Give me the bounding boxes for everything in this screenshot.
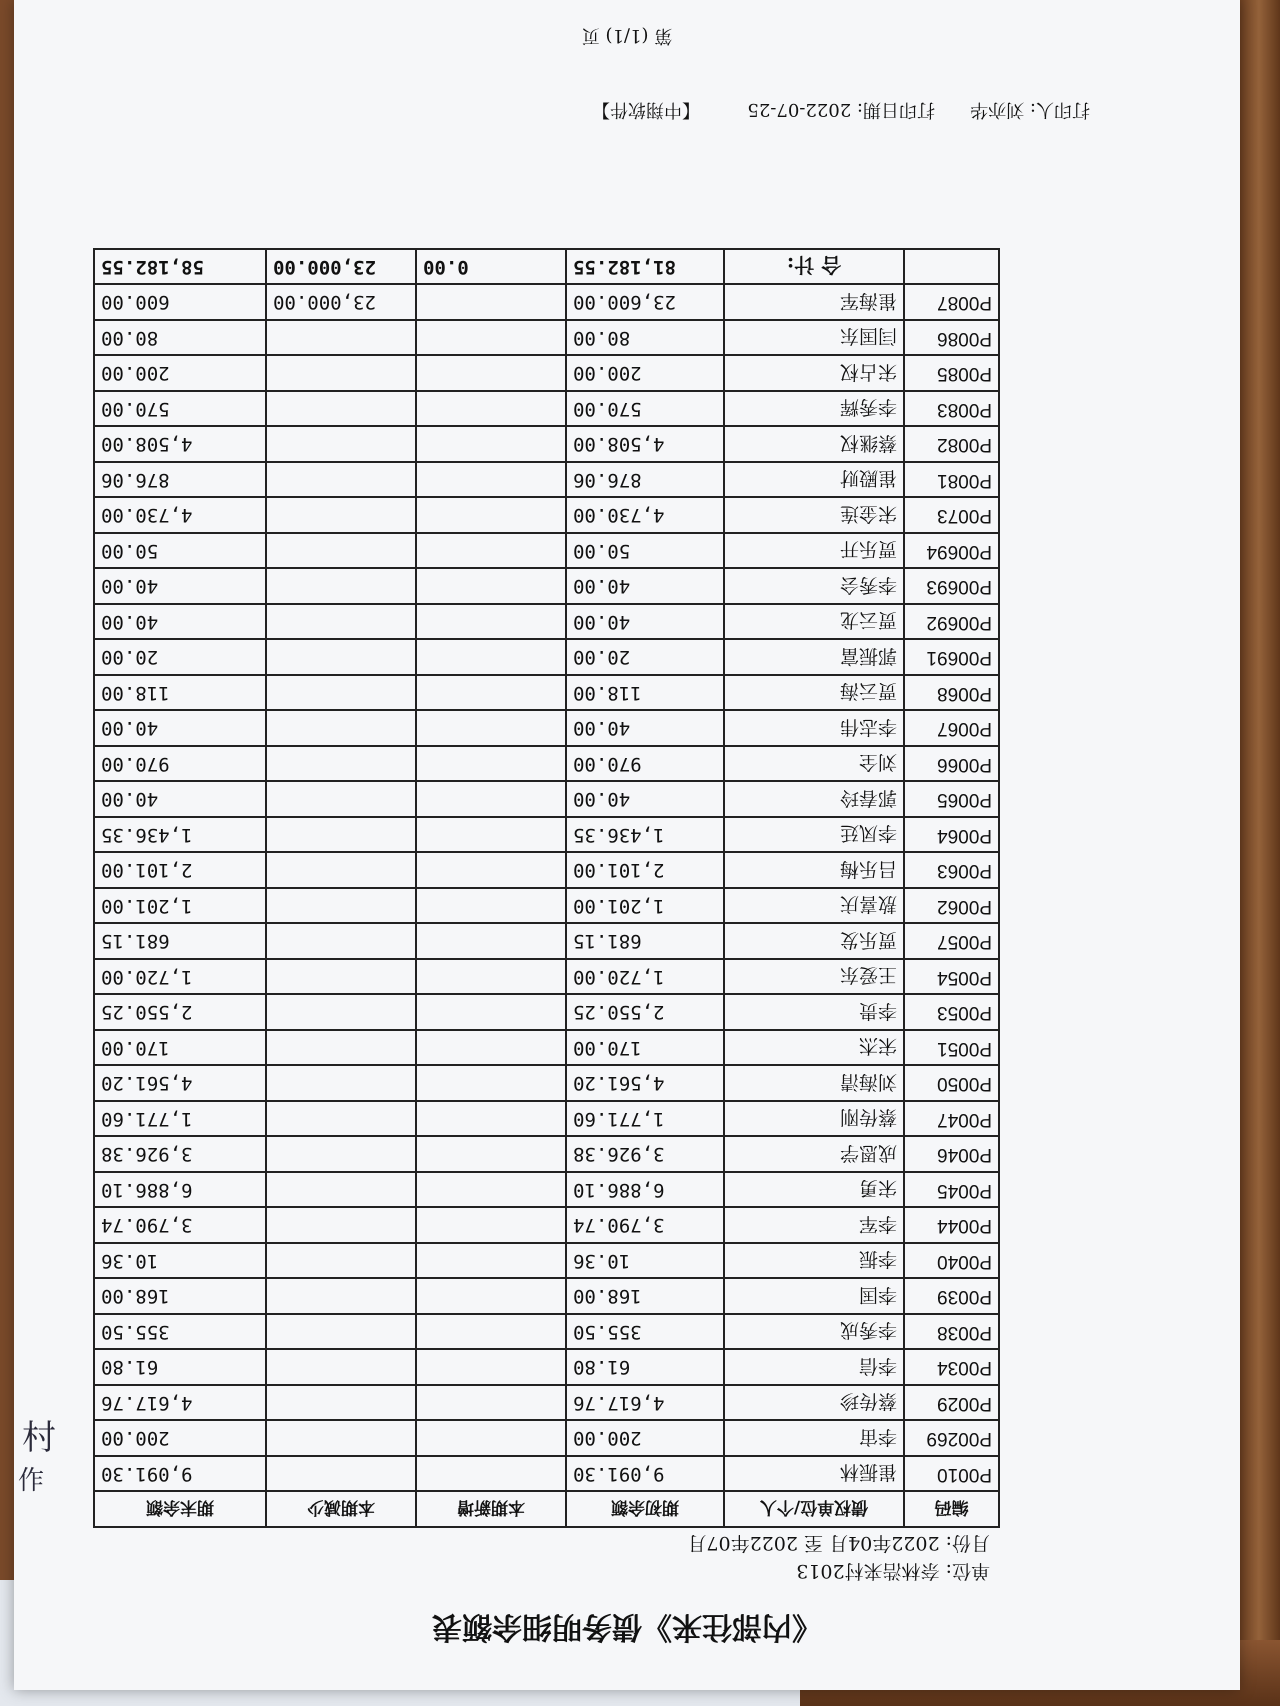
row-creditor: 刘全 xyxy=(724,746,904,782)
row-decrease xyxy=(266,853,416,889)
row-code: P0010 xyxy=(904,1456,999,1492)
row-decrease xyxy=(266,1314,416,1350)
header-opening-balance: 期初余额 xyxy=(566,1492,724,1528)
table-row xyxy=(94,888,999,924)
row-increase xyxy=(416,853,566,889)
row-decrease xyxy=(266,888,416,924)
row-closing: 200.00 xyxy=(94,1421,266,1457)
row-opening: 3,926.38 xyxy=(566,1137,724,1173)
table-row xyxy=(94,569,999,605)
row-decrease xyxy=(266,782,416,818)
row-closing: 2,550.25 xyxy=(94,995,266,1031)
table-row xyxy=(94,391,999,427)
row-closing: 1,201.00 xyxy=(94,888,266,924)
row-decrease xyxy=(266,1137,416,1173)
row-code: P00694 xyxy=(904,533,999,569)
row-code: P0064 xyxy=(904,817,999,853)
row-decrease xyxy=(266,1243,416,1279)
row-opening: 40.00 xyxy=(566,711,724,747)
row-opening: 1,436.35 xyxy=(566,817,724,853)
table-row xyxy=(94,711,999,747)
row-opening: 168.00 xyxy=(566,1279,724,1315)
row-decrease xyxy=(266,1350,416,1386)
row-opening: 2,550.25 xyxy=(566,995,724,1031)
table-row xyxy=(94,462,999,498)
row-code: P0067 xyxy=(904,711,999,747)
row-increase xyxy=(416,1314,566,1350)
row-opening: 681.15 xyxy=(566,924,724,960)
row-closing: 876.06 xyxy=(94,462,266,498)
row-increase xyxy=(416,1385,566,1421)
row-decrease xyxy=(266,1208,416,1244)
row-increase xyxy=(416,1172,566,1208)
row-creditor: 吕乐梅 xyxy=(724,853,904,889)
table-row xyxy=(94,746,999,782)
row-increase xyxy=(416,320,566,356)
row-creditor: 宋杰 xyxy=(724,1030,904,1066)
row-closing: 4,508.00 xyxy=(94,427,266,463)
header-code: 编码 xyxy=(904,1492,999,1528)
period-value: 2022年04月 至 2022年07月 xyxy=(687,1532,940,1554)
row-decrease xyxy=(266,1030,416,1066)
row-closing: 40.00 xyxy=(94,569,266,605)
row-closing: 20.00 xyxy=(94,640,266,676)
total-closing: 58,182.55 xyxy=(94,249,266,285)
row-code: P0066 xyxy=(904,746,999,782)
row-decrease xyxy=(266,462,416,498)
table-row xyxy=(94,1208,999,1244)
row-closing: 40.00 xyxy=(94,604,266,640)
row-creditor: 贾乐开 xyxy=(724,533,904,569)
row-code: P0039 xyxy=(904,1279,999,1315)
table-row xyxy=(94,995,999,1031)
row-code: P0081 xyxy=(904,462,999,498)
row-decrease xyxy=(266,1385,416,1421)
row-creditor: 贾云龙 xyxy=(724,604,904,640)
row-creditor: 李国 xyxy=(724,1279,904,1315)
row-creditor: 李宙 xyxy=(724,1421,904,1457)
row-code: P0057 xyxy=(904,924,999,960)
row-creditor: 宋金连 xyxy=(724,498,904,534)
total-opening: 81,182.55 xyxy=(566,249,724,285)
printer-name: 打印人: 刘亦华 xyxy=(970,99,1090,120)
table-row xyxy=(94,1243,999,1279)
row-increase xyxy=(416,995,566,1031)
row-opening: 1,720.00 xyxy=(566,959,724,995)
row-decrease xyxy=(266,1279,416,1315)
row-code: P0047 xyxy=(904,1101,999,1137)
row-creditor: 成恩学 xyxy=(724,1137,904,1173)
total-increase: 0.00 xyxy=(416,249,566,285)
debt-balance-table xyxy=(93,248,1000,1528)
row-increase xyxy=(416,533,566,569)
row-closing: 1,720.00 xyxy=(94,959,266,995)
row-closing: 600.00 xyxy=(94,285,266,321)
row-code: P0073 xyxy=(904,498,999,534)
row-opening: 4,617.76 xyxy=(566,1385,724,1421)
row-closing: 4,730.00 xyxy=(94,498,266,534)
row-opening: 20.00 xyxy=(566,640,724,676)
row-code: P0068 xyxy=(904,675,999,711)
row-increase xyxy=(416,1066,566,1102)
row-decrease xyxy=(266,817,416,853)
row-creditor: 蔡继权 xyxy=(724,427,904,463)
row-opening: 3,790.74 xyxy=(566,1208,724,1244)
row-opening: 9,091.30 xyxy=(566,1456,724,1492)
row-creditor: 宋占权 xyxy=(724,356,904,392)
row-creditor: 王爱东 xyxy=(724,959,904,995)
row-increase xyxy=(416,1421,566,1457)
row-closing: 10.36 xyxy=(94,1243,266,1279)
table-row xyxy=(94,1421,999,1457)
row-increase xyxy=(416,675,566,711)
row-closing: 61.80 xyxy=(94,1350,266,1386)
row-creditor: 李信 xyxy=(724,1350,904,1386)
row-increase xyxy=(416,604,566,640)
row-creditor: 李秀会 xyxy=(724,569,904,605)
row-increase xyxy=(416,924,566,960)
row-opening: 4,561.20 xyxy=(566,1066,724,1102)
row-opening: 876.06 xyxy=(566,462,724,498)
row-increase xyxy=(416,640,566,676)
unit-label: 单位: xyxy=(945,1560,990,1582)
row-increase xyxy=(416,817,566,853)
row-code: P0065 xyxy=(904,782,999,818)
total-row xyxy=(94,249,999,285)
row-closing: 355.50 xyxy=(94,1314,266,1350)
row-decrease xyxy=(266,1066,416,1102)
row-opening: 170.00 xyxy=(566,1030,724,1066)
row-code: P0062 xyxy=(904,888,999,924)
table-row xyxy=(94,1456,999,1492)
row-closing: 200.00 xyxy=(94,356,266,392)
row-increase xyxy=(416,888,566,924)
row-closing: 4,617.76 xyxy=(94,1385,266,1421)
row-code: P0046 xyxy=(904,1137,999,1173)
row-opening: 40.00 xyxy=(566,604,724,640)
table-row xyxy=(94,959,999,995)
row-creditor: 李志伟 xyxy=(724,711,904,747)
row-closing: 970.00 xyxy=(94,746,266,782)
table-row xyxy=(94,640,999,676)
row-decrease xyxy=(266,995,416,1031)
page-number: 第 (1/1) 页 xyxy=(581,25,673,46)
table-row xyxy=(94,1030,999,1066)
row-opening: 970.00 xyxy=(566,746,724,782)
row-code: P0085 xyxy=(904,356,999,392)
row-opening: 1,771.60 xyxy=(566,1101,724,1137)
row-decrease xyxy=(266,711,416,747)
table-row xyxy=(94,853,999,889)
row-code: P0044 xyxy=(904,1208,999,1244)
row-closing: 3,790.74 xyxy=(94,1208,266,1244)
row-decrease xyxy=(266,1172,416,1208)
row-closing: 80.00 xyxy=(94,320,266,356)
row-creditor: 李振 xyxy=(724,1243,904,1279)
row-decrease xyxy=(266,746,416,782)
handwritten-mark: 村 xyxy=(22,1418,56,1458)
row-creditor: 崔海军 xyxy=(724,285,904,321)
row-decrease xyxy=(266,1421,416,1457)
row-code: P00269 xyxy=(904,1421,999,1457)
table-row xyxy=(94,782,999,818)
table-row xyxy=(94,533,999,569)
row-creditor: 刘海清 xyxy=(724,1066,904,1102)
row-increase xyxy=(416,1030,566,1066)
row-code: P0045 xyxy=(904,1172,999,1208)
row-code: P00693 xyxy=(904,569,999,605)
row-code: P00692 xyxy=(904,604,999,640)
row-increase xyxy=(416,498,566,534)
unit-value: 奈林浩来村2013 xyxy=(796,1560,940,1582)
row-closing: 168.00 xyxy=(94,1279,266,1315)
row-decrease xyxy=(266,356,416,392)
row-opening: 23,600.00 xyxy=(566,285,724,321)
row-decrease xyxy=(266,924,416,960)
period-label: 月份: xyxy=(945,1532,990,1554)
row-increase xyxy=(416,1137,566,1173)
row-creditor: 郭振富 xyxy=(724,640,904,676)
row-opening: 4,730.00 xyxy=(566,498,724,534)
row-code: P0051 xyxy=(904,1030,999,1066)
row-decrease xyxy=(266,498,416,534)
row-code: P0038 xyxy=(904,1314,999,1350)
row-increase xyxy=(416,959,566,995)
row-opening: 61.80 xyxy=(566,1350,724,1386)
row-increase xyxy=(416,569,566,605)
total-decrease: 23,000.00 xyxy=(266,249,416,285)
table-row xyxy=(94,1101,999,1137)
row-opening: 118.00 xyxy=(566,675,724,711)
row-decrease: 23,000.00 xyxy=(266,285,416,321)
rotated-content xyxy=(14,0,1240,1690)
table-row xyxy=(94,356,999,392)
row-code: P0050 xyxy=(904,1066,999,1102)
row-creditor: 崔殿财 xyxy=(724,462,904,498)
row-increase xyxy=(416,1279,566,1315)
row-increase xyxy=(416,746,566,782)
header-creditor: 债权单位/个人 xyxy=(724,1492,904,1528)
row-opening: 6,886.10 xyxy=(566,1172,724,1208)
row-creditor: 蔡传刚 xyxy=(724,1101,904,1137)
row-increase xyxy=(416,391,566,427)
row-creditor: 崔振林 xyxy=(724,1456,904,1492)
header-increase: 本期新增 xyxy=(416,1492,566,1528)
row-creditor: 贾云海 xyxy=(724,675,904,711)
row-increase xyxy=(416,427,566,463)
row-opening: 570.00 xyxy=(566,391,724,427)
row-opening: 40.00 xyxy=(566,782,724,818)
row-increase xyxy=(416,711,566,747)
header-closing-balance: 期末余额 xyxy=(94,1492,266,1528)
row-decrease xyxy=(266,604,416,640)
table-row xyxy=(94,1172,999,1208)
row-decrease xyxy=(266,1456,416,1492)
print-date: 打印日期: 2022-07-25 xyxy=(747,99,935,120)
row-closing: 681.15 xyxy=(94,924,266,960)
row-code: P0054 xyxy=(904,959,999,995)
row-opening: 200.00 xyxy=(566,1421,724,1457)
row-decrease xyxy=(266,640,416,676)
table-row xyxy=(94,817,999,853)
row-code: P0086 xyxy=(904,320,999,356)
row-code: P0087 xyxy=(904,285,999,321)
row-code: P0083 xyxy=(904,391,999,427)
software-name: 【中翔软件】 xyxy=(592,99,700,120)
table-row xyxy=(94,1279,999,1315)
document-title: 《内部往来》债务明细余额表 xyxy=(432,1609,822,1644)
row-closing: 2,101.00 xyxy=(94,853,266,889)
row-code: P0029 xyxy=(904,1385,999,1421)
row-code: P0063 xyxy=(904,853,999,889)
row-closing: 1,436.35 xyxy=(94,817,266,853)
row-closing: 170.00 xyxy=(94,1030,266,1066)
row-increase xyxy=(416,782,566,818)
row-decrease xyxy=(266,427,416,463)
row-closing: 3,926.38 xyxy=(94,1137,266,1173)
table-row xyxy=(94,498,999,534)
row-code: P0034 xyxy=(904,1350,999,1386)
total-label: 合 计: xyxy=(724,249,904,285)
total-code-blank xyxy=(904,249,999,285)
table-row xyxy=(94,1350,999,1386)
row-closing: 118.00 xyxy=(94,675,266,711)
row-closing: 1,771.60 xyxy=(94,1101,266,1137)
row-opening: 355.50 xyxy=(566,1314,724,1350)
row-increase xyxy=(416,285,566,321)
row-increase xyxy=(416,1243,566,1279)
row-creditor: 闫国东 xyxy=(724,320,904,356)
row-opening: 2,101.00 xyxy=(566,853,724,889)
row-opening: 10.36 xyxy=(566,1243,724,1279)
row-code: P0082 xyxy=(904,427,999,463)
table-row xyxy=(94,1314,999,1350)
row-opening: 80.00 xyxy=(566,320,724,356)
row-decrease xyxy=(266,675,416,711)
table-row xyxy=(94,1066,999,1102)
row-decrease xyxy=(266,959,416,995)
row-decrease xyxy=(266,569,416,605)
row-closing: 9,091.30 xyxy=(94,1456,266,1492)
row-closing: 40.00 xyxy=(94,782,266,818)
row-code: P0040 xyxy=(904,1243,999,1279)
row-creditor: 郭春玲 xyxy=(724,782,904,818)
table-row xyxy=(94,924,999,960)
row-creditor: 李贵 xyxy=(724,995,904,1031)
period-line xyxy=(687,1531,990,1558)
unit-line xyxy=(796,1559,990,1586)
row-opening: 50.00 xyxy=(566,533,724,569)
row-opening: 1,201.00 xyxy=(566,888,724,924)
header-decrease: 本期减少 xyxy=(266,1492,416,1528)
row-decrease xyxy=(266,1101,416,1137)
row-creditor: 李秀辉 xyxy=(724,391,904,427)
table-header-row xyxy=(94,1492,999,1528)
table-body xyxy=(94,249,999,1492)
row-closing: 570.00 xyxy=(94,391,266,427)
row-closing: 50.00 xyxy=(94,533,266,569)
table-row xyxy=(94,675,999,711)
table-row xyxy=(94,1137,999,1173)
row-creditor: 宋勇 xyxy=(724,1172,904,1208)
table-row xyxy=(94,320,999,356)
row-creditor: 敖喜庆 xyxy=(724,888,904,924)
row-increase xyxy=(416,462,566,498)
row-opening: 200.00 xyxy=(566,356,724,392)
row-increase xyxy=(416,356,566,392)
printed-page xyxy=(14,0,1240,1690)
row-increase xyxy=(416,1101,566,1137)
row-increase xyxy=(416,1456,566,1492)
row-creditor: 贾乐发 xyxy=(724,924,904,960)
row-code: P0053 xyxy=(904,995,999,1031)
row-creditor: 李凤廷 xyxy=(724,817,904,853)
table-row xyxy=(94,1385,999,1421)
row-code: P00691 xyxy=(904,640,999,676)
row-increase xyxy=(416,1350,566,1386)
table-row xyxy=(94,427,999,463)
row-creditor: 李军 xyxy=(724,1208,904,1244)
row-creditor: 蔡传珍 xyxy=(724,1385,904,1421)
row-opening: 4,508.00 xyxy=(566,427,724,463)
table-row xyxy=(94,285,999,321)
row-decrease xyxy=(266,320,416,356)
row-opening: 40.00 xyxy=(566,569,724,605)
row-closing: 6,886.10 xyxy=(94,1172,266,1208)
row-increase xyxy=(416,1208,566,1244)
row-closing: 4,561.20 xyxy=(94,1066,266,1102)
row-decrease xyxy=(266,533,416,569)
table-row xyxy=(94,604,999,640)
row-closing: 40.00 xyxy=(94,711,266,747)
handwritten-mark: 作 xyxy=(18,1466,45,1496)
row-decrease xyxy=(266,391,416,427)
row-creditor: 李秀成 xyxy=(724,1314,904,1350)
